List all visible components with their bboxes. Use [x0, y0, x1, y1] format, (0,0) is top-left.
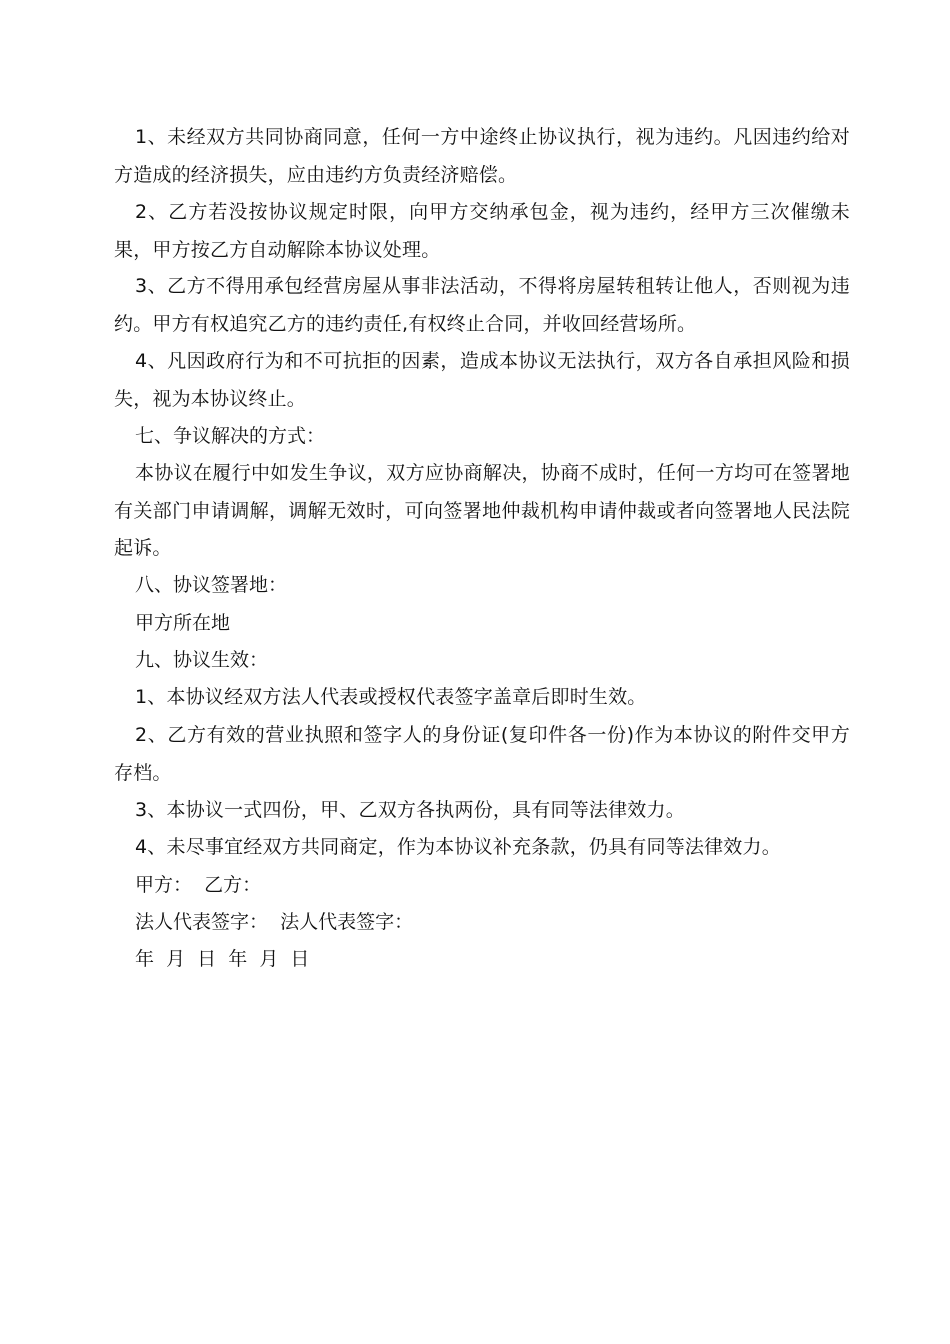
section-heading-dispute: 七、争议解决的方式：	[135, 425, 326, 447]
clause-breach-1: 1、未经双方共同协商同意，任何一方中途终止协议执行，视为违约。凡因违约给对方造成的经济损失，应由违约方负责经济赔偿。	[114, 126, 850, 186]
section-heading-signing-place: 八、协议签署地：	[135, 574, 288, 596]
signature-dates: 年 月 日 年 月 日	[135, 948, 310, 970]
effectiveness-clause-4: 4、未尽事宜经双方共同商定，作为本协议补充条款，仍具有同等法律效力。	[135, 836, 781, 858]
clause-breach-3: 3、乙方不得用承包经营房屋从事非法活动，不得将房屋转租转让他人，否则视为违约。甲方有权追究乙方的违约责任,有权终止合同，并收回经营场所。	[114, 275, 850, 335]
signature-representatives: 法人代表签字： 法人代表签字：	[135, 911, 414, 933]
signature-parties: 甲方： 乙方：	[135, 874, 262, 896]
effectiveness-clause-1: 1、本协议经双方法人代表或授权代表签字盖章后即时生效。	[135, 686, 647, 708]
signing-place-text: 甲方所在地	[135, 612, 231, 634]
effectiveness-clause-3: 3、本协议一式四份，甲、乙双方各执两份，具有同等法律效力。	[135, 799, 685, 821]
section-heading-effectiveness: 九、协议生效：	[135, 649, 269, 671]
dispute-resolution-text: 本协议在履行中如发生争议，双方应协商解决，协商不成时，任何一方均可在签署地有关部门申请调解，调解无效时，可向签署地仲裁机构申请仲裁或者向签署地人民法院起诉。	[114, 462, 850, 559]
clause-breach-4: 4、凡因政府行为和不可抗拒的因素，造成本协议无法执行，双方各自承担风险和损失，视为本协议终止。	[114, 350, 850, 410]
effectiveness-clause-2: 2、乙方有效的营业执照和签字人的身份证(复印件各一份)作为本协议的附件交甲方存档。	[114, 724, 850, 784]
clause-breach-2: 2、乙方若没按协议规定时限，向甲方交纳承包金，视为违约，经甲方三次催缴未果，甲方按乙方自动解除本协议处理。	[114, 201, 850, 261]
